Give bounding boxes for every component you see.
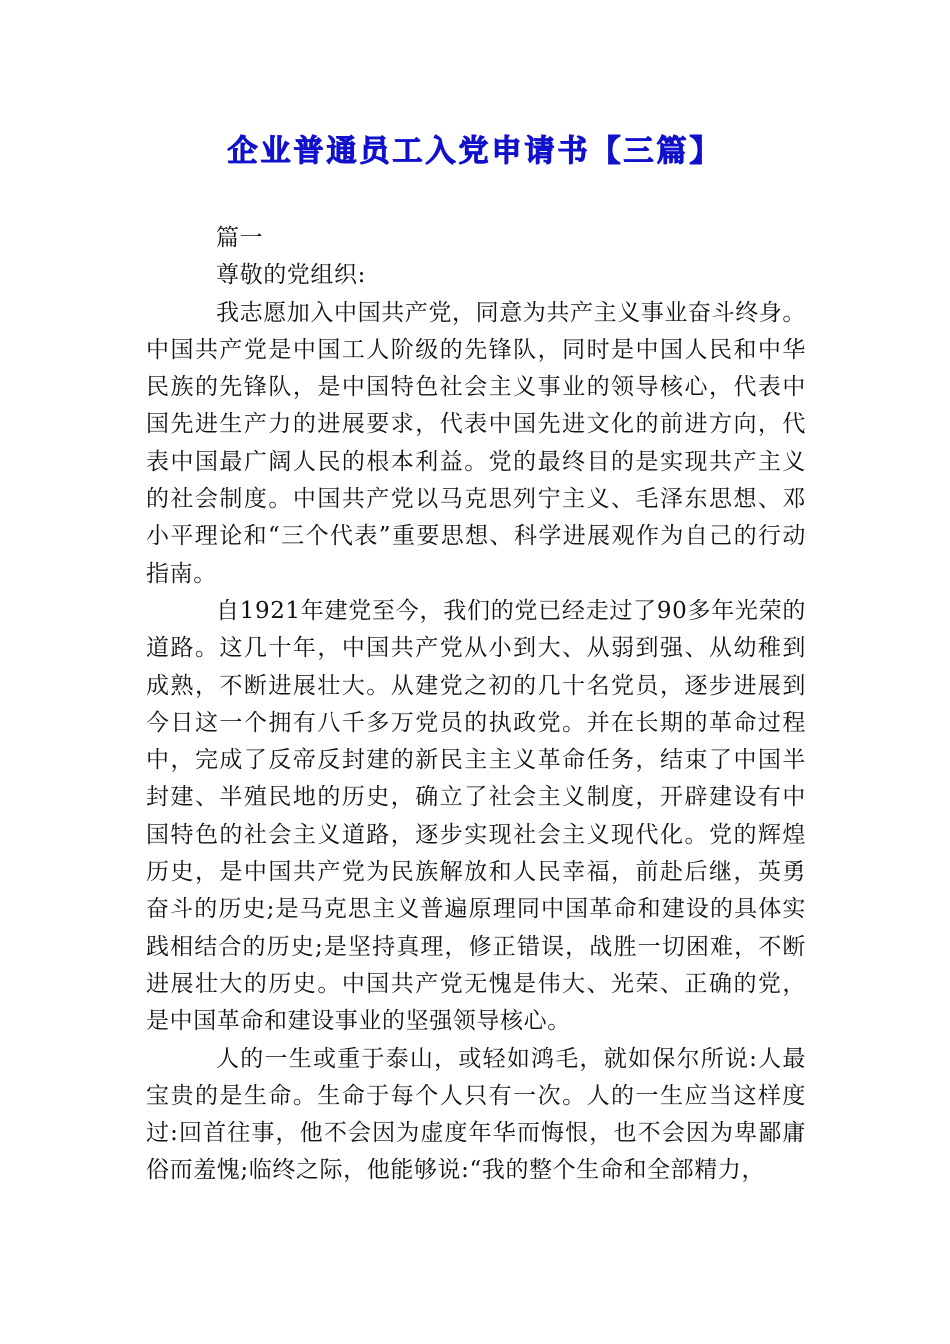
document-body bbox=[146, 220, 806, 1190]
document-title: 企业普通员工入党申请书【三篇】 bbox=[227, 134, 723, 169]
paragraph: 人的一生或重于泰山，或轻如鸿毛，就如保尔所说:人最宝贵的是生命。生命于每个人只有一次。人的一生应当这样度过:回首往事，他不会因为虚度年华而悔恨，也不会因为卑鄙庸俗而羞愧;临终之际，他能够说:“我的整个生命和全部精力， bbox=[146, 1045, 806, 1184]
paragraph: 自1921年建党至今，我们的党已经走过了90多年光荣的道路。这几十年，中国共产党从小到大、从弱到强、从幼稚到成熟，不断进展壮大。从建党之初的几十名党员，逐步进展到今日这一个拥有八千多万党员的执政党。并在长期的革命过程中，完成了反帝反封建的新民主主义革命任务，结束了中国半封建、半殖民地的历史，确立了社会主义制度，开辟建设有中国特色的社会主义道路，逐步实现社会主义现代化。党的辉煌历史，是中国共产党为民族解放和人民幸福，前赴后继，英勇奋斗的历史;是马克思主义普遍原理同中国革命和建设的具体实践相结合的历史;是坚持真理，修正错误，战胜一切困难，不断进展壮大的历史。中国共产党无愧是伟大、光荣、正确的党，是中国革命和建设事业的坚强领导核心。 bbox=[146, 597, 806, 1035]
section-label: 篇一 bbox=[216, 225, 264, 251]
paragraph: 我志愿加入中国共产党，同意为共产主义事业奋斗终身。中国共产党是中国工人阶级的先锋队，同时是中国人民和中华民族的先锋队，是中国特色社会主义事业的领导核心，代表中国先进生产力的进展要求，代表中国先进文化的前进方向，代表中国最广阔人民的根本利益。党的最终目的是实现共产主义的社会制度。中国共产党以马克思列宁主义、毛泽东思想、邓小平理论和“三个代表”重要思想、科学进展观作为自己的行动指南。 bbox=[146, 299, 806, 587]
salutation: 尊敬的党组织: bbox=[216, 262, 366, 289]
